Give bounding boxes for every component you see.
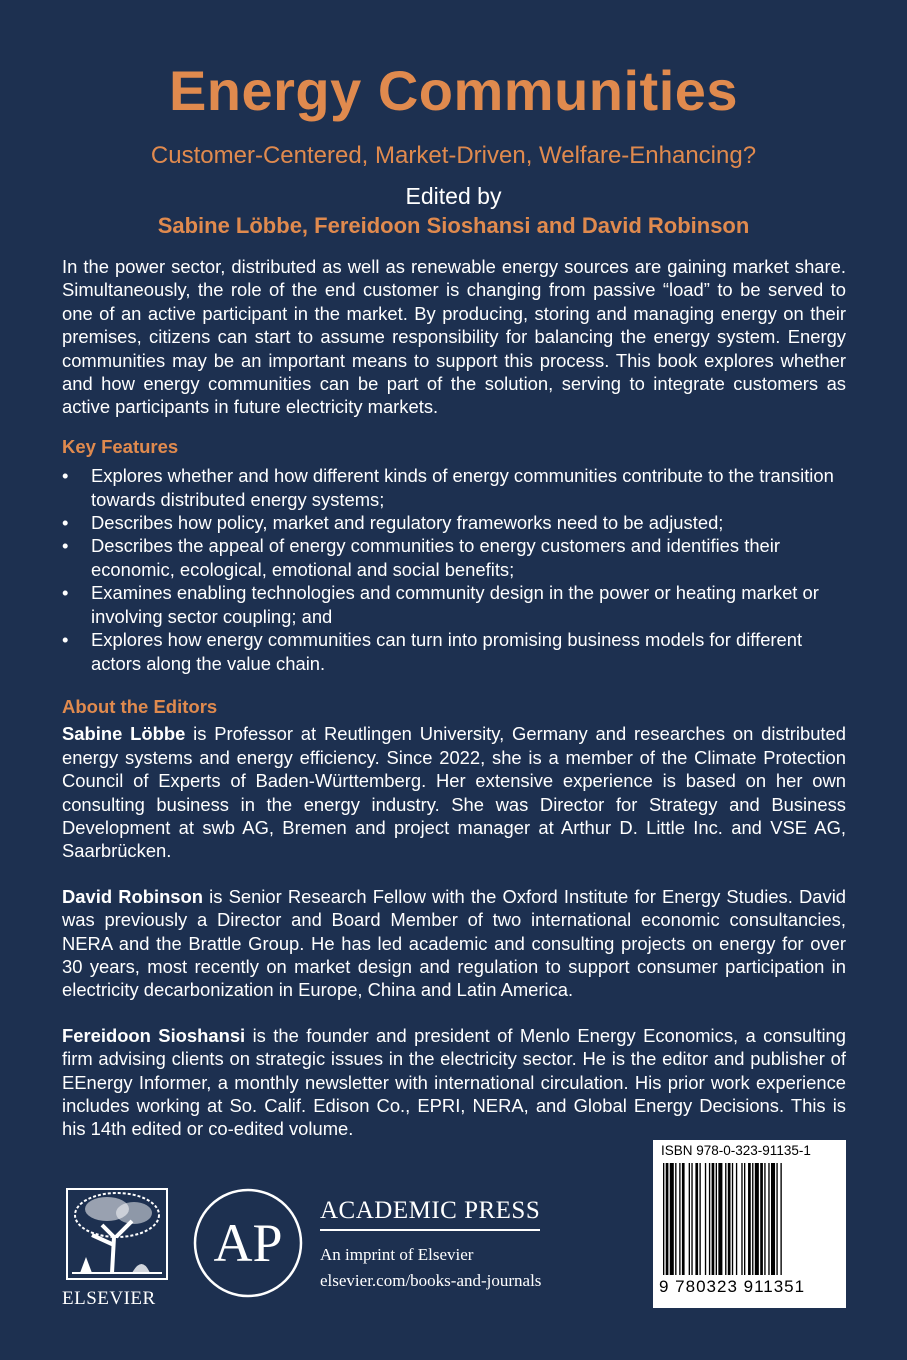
barcode-bar [691,1163,692,1275]
publisher-name: ACADEMIC PRESS [320,1197,540,1231]
barcode-bar [666,1163,669,1275]
academic-press-text [320,1197,620,1291]
barcode-bar [771,1163,775,1275]
barcode-bar [736,1163,737,1275]
back-cover-text [62,255,846,1163]
bio-text: is Professor at Reutlingen University, Germany and researches on distributed energy systems and energy efficiency. Since 2022, she is a member of the Climate Protection Council of Experts of Baden-Württemberg. Her extensive experience is based on her own consulting business in the energy industry. She was Director for Strategy and Business Development at swb AG, Bremen and project manager at Arthur D. Little Inc. and VSE AG, Saarbrücken. [62,723,846,862]
barcode-bar [695,1163,698,1275]
book-subtitle: Customer-Centered, Market-Driven, Welfare-Enhancing? [150,142,757,169]
barcode-bar [741,1163,742,1275]
bio-text: is Senior Research Fellow with the Oxford Institute for Energy Studies. David was previously a Director and Board Member of two international economic consultancies, NERA and the Brattle Group. He has led academic and consulting projects on energy for over 30 years, most recently on market design and regulation to support consumer participation in electricity decarbonization in Europe, China and Latin America. [62,885,847,1001]
edited-by-label: Edited by [405,183,502,209]
elsevier-tree-icon [62,1185,172,1281]
barcode-bar [755,1163,759,1275]
barcode-bar [712,1163,715,1275]
barcode-bar [725,1163,726,1275]
isbn-barcode [653,1140,846,1308]
barcode-bar [768,1163,769,1275]
list-item: • Describes how policy, market and regulatory frameworks need to be adjusted; [62,511,846,534]
bio-text: is the founder and president of Menlo Energy Economics, a consulting firm advising clients on strategic issues in the electricity sector. He is the editor and publisher of EEnergy Informer, a monthly newsletter with international circulation. His prior work experience includes working at So. Calif. Edison Co., EPRI, NERA, and Global Energy Decisions. This is his 14th edited or co-edited volume. [62,1024,846,1140]
barcode-bar [780,1163,781,1275]
bio-lobbe [62,722,846,862]
publisher-logos [62,1185,622,1309]
ap-monogram: AP [213,1213,283,1273]
barcode-bar [682,1163,685,1275]
barcode-bar [689,1163,690,1275]
list-item: • Explores how energy communities can turn into promising business models for different actors along the value chain. [62,628,846,675]
barcode-bar [709,1163,710,1275]
barcode-bar [728,1163,731,1275]
about-editors-heading: About the Editors [62,695,218,717]
key-features-heading: Key Features [62,435,179,457]
barcode-bar [748,1163,751,1275]
barcode-bar [705,1163,706,1275]
isbn-label: ISBN 978-0-323-91135-1 [661,1143,811,1158]
list-item: • Examines enabling technologies and community design in the power or heating market or involving sector coupling; and [62,581,846,628]
barcode-bar [663,1163,664,1275]
barcode-bar [699,1163,700,1275]
list-item: • Describes the appeal of energy communities to energy customers and identifies their economic, ecological, emotional and social benefits; [62,534,846,581]
book-title: Energy Communities [168,59,739,122]
barcode-bar [679,1163,680,1275]
barcode-bar [776,1163,777,1275]
key-features-list [62,464,846,675]
academic-press-logo [192,1187,304,1299]
elsevier-logo [62,1185,172,1309]
bio-robinson [62,885,846,1002]
elsevier-wordmark: ELSEVIER [62,1288,156,1309]
bio-name: Sabine Löbbe [62,723,186,745]
imprint-label: An imprint of Elsevier [320,1245,474,1264]
barcode-bar [675,1163,676,1275]
ap-monogram-icon [192,1187,304,1299]
barcode-bar [716,1163,717,1275]
bio-sioshansi [62,1024,846,1141]
barcode-bar [670,1163,674,1275]
barcode-icon [659,1163,840,1275]
bio-name: Fereidoon Sioshansi [62,1024,246,1046]
barcode-bar [752,1163,753,1275]
bio-name: David Robinson [62,885,204,907]
barcode-bar [764,1163,765,1275]
barcode-digits: 9 780323 911351 [659,1277,806,1296]
intro-paragraph: In the power sector, distributed as well as renewable energy sources are gaining market share. Simultaneously, the role of the end customer is changing from passive “load” to be served to one of an active participant in the market. By producing, storing and managing energy on their premises, citizens can start to assume responsibility for balancing the energy system. Energy communities may be an important means to support this process. This book explores whether and how energy communities can be part of the solution, serving to integrate customers as active participants in future electricity markets. [62,256,846,418]
barcode-bar [718,1163,722,1275]
list-item: • Explores whether and how different kinds of energy communities contribute to the transition towards distributed energy systems; [62,464,846,511]
barcode-bar [760,1163,763,1275]
barcode-bar [744,1163,745,1275]
barcode-bar [732,1163,733,1275]
publisher-url: elsevier.com/books-and-journals [320,1271,542,1290]
editors-names: Sabine Löbbe, Fereidoon Sioshansi and David Robinson [157,213,750,238]
